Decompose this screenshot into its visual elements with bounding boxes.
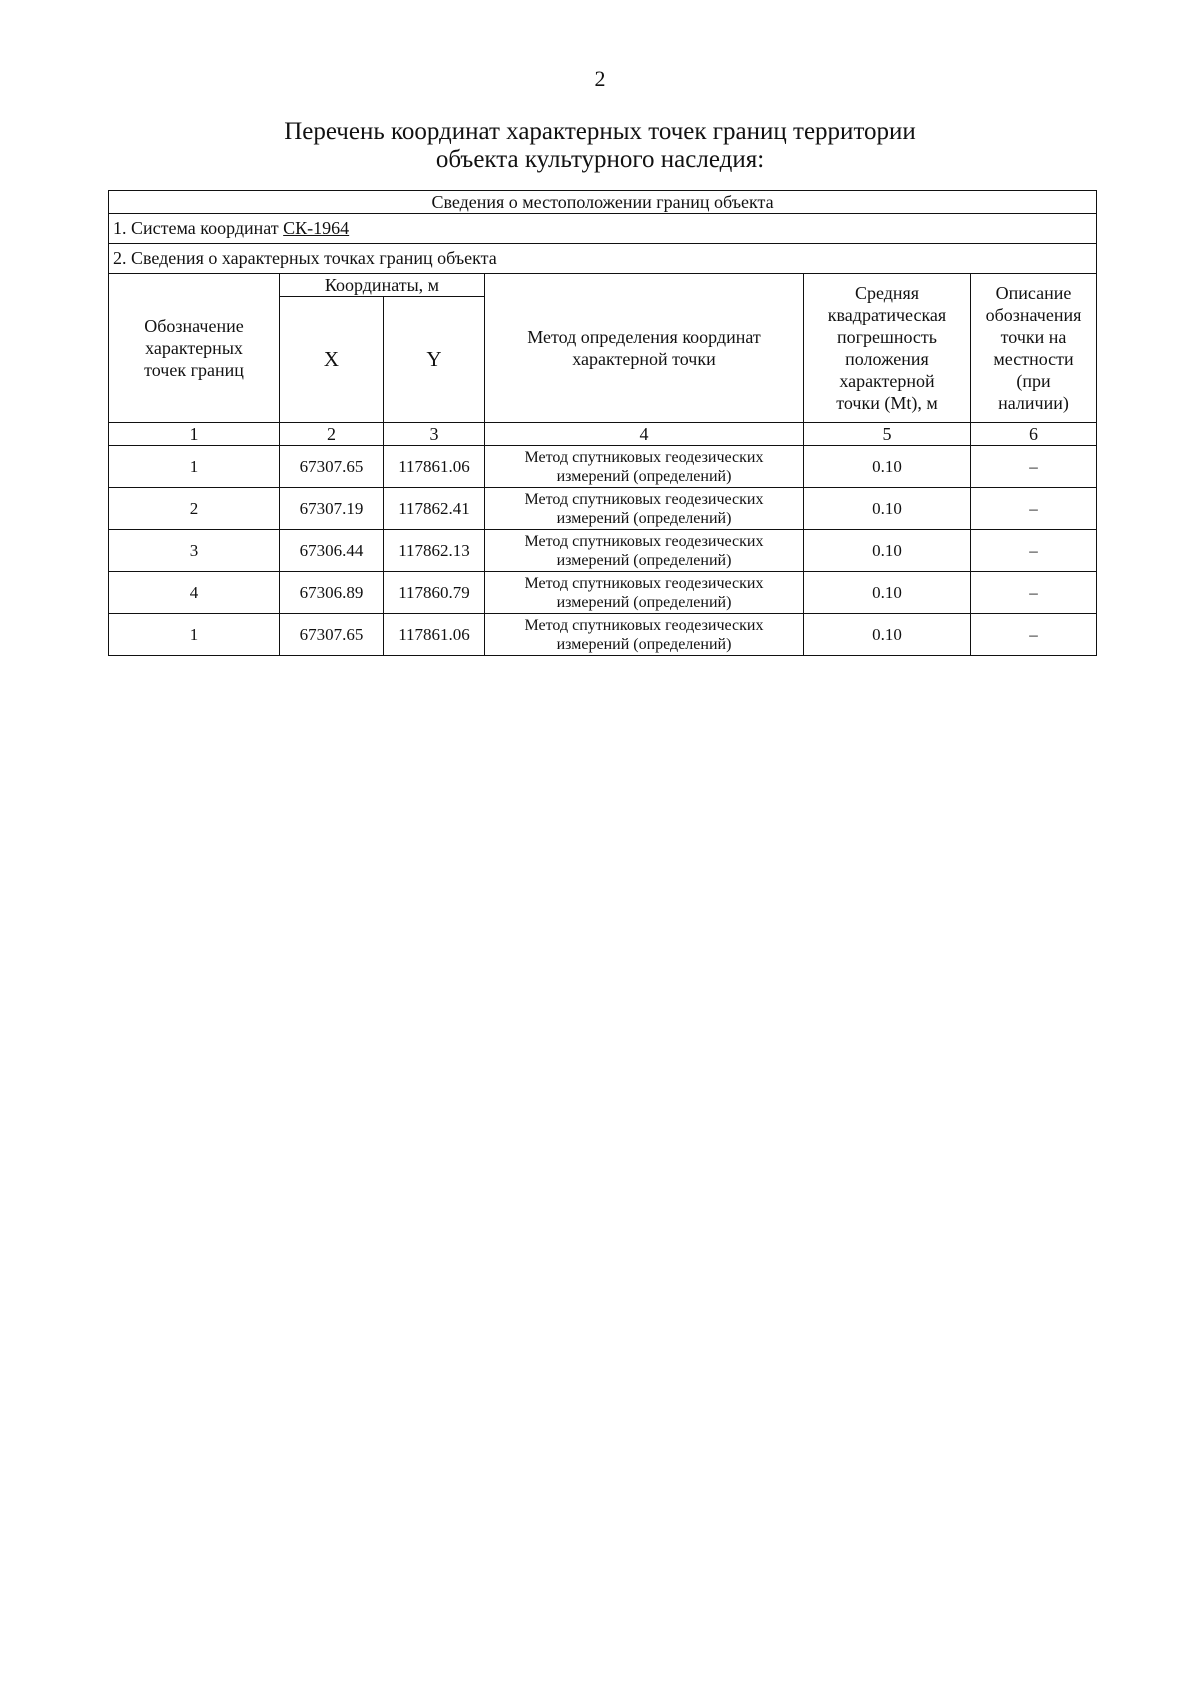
method-cell — [485, 614, 804, 656]
x-coordinate: 67307.19 — [280, 488, 384, 530]
x-coordinate: 67306.89 — [280, 572, 384, 614]
y-coordinate: 117861.06 — [384, 446, 485, 488]
point-number: 1 — [109, 446, 280, 488]
error-value: 0.10 — [804, 530, 971, 572]
col-desc-line-2: обозначения — [985, 305, 1082, 325]
point-number: 3 — [109, 530, 280, 572]
document-title — [0, 118, 1200, 174]
method-cell — [485, 530, 804, 572]
description-value: – — [971, 572, 1097, 614]
col-desc-line-6: наличии) — [998, 393, 1069, 413]
column-number: 6 — [971, 423, 1097, 446]
column-number: 3 — [384, 423, 485, 446]
title-line-1: Перечень координат характерных точек границ территории — [284, 118, 916, 145]
description-value: – — [971, 530, 1097, 572]
column-number: 2 — [280, 423, 384, 446]
method-cell — [485, 488, 804, 530]
col-error-line-4: положения — [845, 349, 929, 369]
coord-system-label: 1. Система координат — [113, 218, 284, 238]
method-line-2: измерений (определений) — [556, 509, 732, 527]
y-coordinate: 117862.41 — [384, 488, 485, 530]
table-row — [109, 488, 1097, 530]
method-cell — [485, 572, 804, 614]
col-error-line-3: погрешность — [836, 327, 937, 347]
y-coordinate: 117862.13 — [384, 530, 485, 572]
method-line-2: измерений (определений) — [556, 635, 732, 653]
method-line-1: Метод спутниковых геодезических — [524, 616, 764, 634]
col-error-header — [804, 274, 971, 423]
column-number: 5 — [804, 423, 971, 446]
point-number: 1 — [109, 614, 280, 656]
error-value: 0.10 — [804, 488, 971, 530]
coord-system-row — [109, 214, 1097, 244]
point-number: 4 — [109, 572, 280, 614]
col-y-header: Y — [384, 297, 485, 423]
col-desc-header — [971, 274, 1097, 423]
error-value: 0.10 — [804, 446, 971, 488]
page-number: 2 — [594, 66, 606, 91]
x-coordinate: 67307.65 — [280, 614, 384, 656]
method-line-1: Метод спутниковых геодезических — [524, 574, 764, 592]
col-desc-line-5: (при — [1016, 371, 1051, 391]
table-row — [109, 446, 1097, 488]
col-coords-header: Координаты, м — [280, 274, 485, 297]
column-number-row — [109, 423, 1097, 446]
col-error-line-2: квадратическая — [827, 305, 947, 325]
y-coordinate: 117861.06 — [384, 614, 485, 656]
y-coordinate: 117860.79 — [384, 572, 485, 614]
column-number: 4 — [485, 423, 804, 446]
coordinates-table — [108, 190, 1097, 656]
description-value: – — [971, 446, 1097, 488]
description-value: – — [971, 488, 1097, 530]
point-number: 2 — [109, 488, 280, 530]
title-line-2: объекта культурного наследия: — [435, 146, 765, 173]
col-method-header: Метод определения координат характерной точки — [485, 274, 804, 423]
description-value: – — [971, 614, 1097, 656]
method-line-2: измерений (определений) — [556, 551, 732, 569]
col-error-line-1: Средняя — [854, 283, 920, 303]
col-desc-line-3: точки на — [1000, 327, 1067, 347]
table-row — [109, 614, 1097, 656]
method-cell — [485, 446, 804, 488]
section-header: Сведения о местоположении границ объекта — [109, 191, 1097, 214]
points-header: 2. Сведения о характерных точках границ объекта — [109, 244, 1097, 274]
table-row — [109, 530, 1097, 572]
column-number: 1 — [109, 423, 280, 446]
col-designation-header: Обозначение характерных точек границ — [109, 274, 280, 423]
method-line-2: измерений (определений) — [556, 467, 732, 485]
col-x-header: X — [280, 297, 384, 423]
method-line-2: измерений (определений) — [556, 593, 732, 611]
error-value: 0.10 — [804, 572, 971, 614]
col-desc-line-4: местности — [993, 349, 1074, 369]
error-value: 0.10 — [804, 614, 971, 656]
x-coordinate: 67307.65 — [280, 446, 384, 488]
method-line-1: Метод спутниковых геодезических — [524, 490, 764, 508]
col-error-line-6: точки (Mt), м — [836, 393, 938, 413]
table-row — [109, 572, 1097, 614]
method-line-1: Метод спутниковых геодезических — [524, 532, 764, 550]
coord-system-value: СК-1964 — [283, 218, 350, 238]
col-error-line-5: характерной — [839, 371, 935, 391]
x-coordinate: 67306.44 — [280, 530, 384, 572]
method-line-1: Метод спутниковых геодезических — [524, 448, 764, 466]
col-desc-line-1: Описание — [995, 283, 1072, 303]
